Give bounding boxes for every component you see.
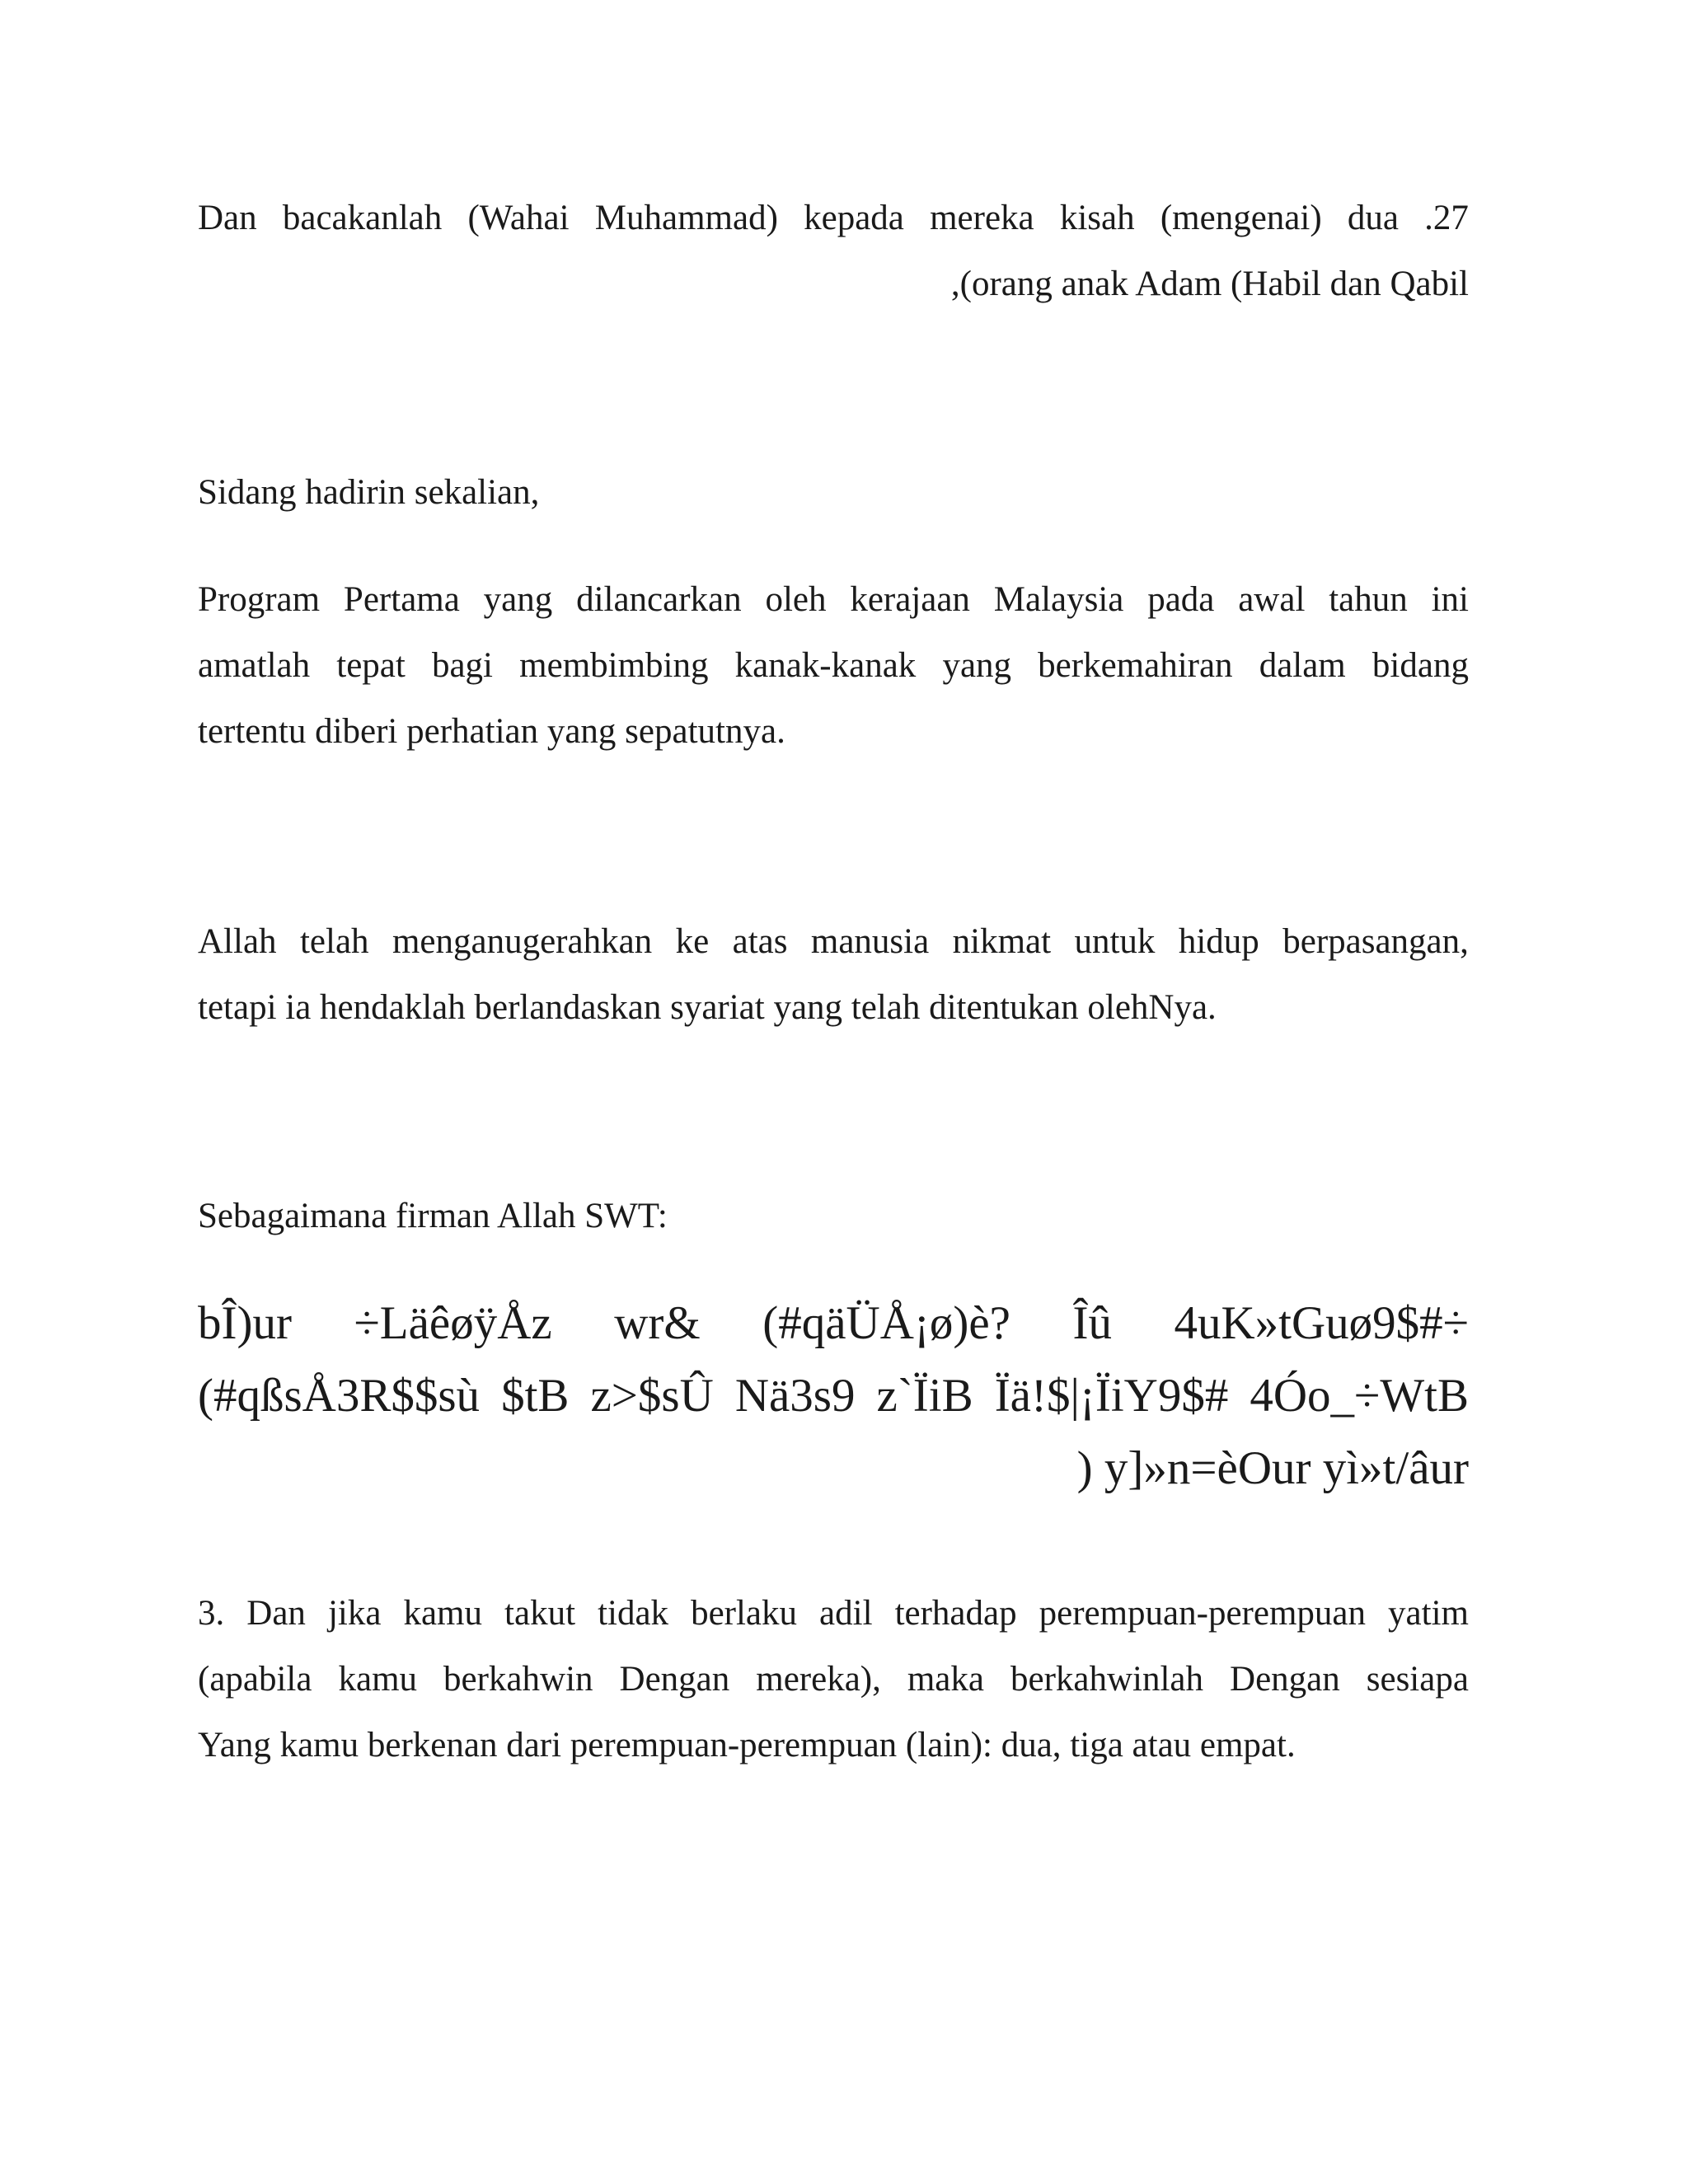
word: berkahwinlah <box>1010 1660 1204 1699</box>
word: berkahwin <box>443 1660 593 1699</box>
word: (#qßsÅ3R$$sù <box>198 1370 481 1422</box>
word: telah <box>299 922 369 961</box>
word: mereka), <box>756 1660 881 1699</box>
program-line-3: tertentu diberi perhatian yang sepatutnya. <box>198 712 785 751</box>
word: $tB <box>501 1370 570 1422</box>
word: (mengenai) <box>1160 199 1322 237</box>
word: Dan <box>198 199 257 237</box>
translation-paragraph <box>198 1581 1469 1779</box>
firman-intro-text: Sebagaimana firman Allah SWT: <box>198 1197 668 1235</box>
translation-line-1 <box>198 1581 1469 1647</box>
word: ini <box>1431 580 1469 619</box>
word: 4uK»tGuø9$#÷ <box>1174 1297 1469 1349</box>
word: sesiapa <box>1366 1660 1469 1699</box>
word: yang <box>483 580 553 619</box>
word: Allah <box>198 922 277 961</box>
word: nikmat <box>952 922 1052 961</box>
word: yatim <box>1388 1594 1469 1633</box>
word: adil <box>819 1594 873 1633</box>
greeting <box>198 460 1469 526</box>
translation-line-3: Yang kamu berkenan dari perempuan-perempuan (lain): dua, tiga atau empat. <box>198 1726 1296 1765</box>
word: terhadap <box>894 1594 1017 1633</box>
greeting-text: Sidang hadirin sekalian, <box>198 473 540 512</box>
word: jika <box>327 1594 382 1633</box>
arabic-line-2 <box>198 1360 1469 1432</box>
word: kepada <box>804 199 904 237</box>
word: atas <box>732 922 788 961</box>
word: Dengan <box>1230 1660 1340 1699</box>
word: Program <box>198 580 321 619</box>
word: dalam <box>1259 646 1346 685</box>
document-page <box>198 0 1469 2184</box>
word: (apabila <box>198 1660 312 1699</box>
intro-verse <box>198 185 1469 317</box>
word: menganugerahkan <box>392 922 653 961</box>
word: Ïä!$|¡ÏiY9$# <box>994 1370 1229 1422</box>
word: tahun <box>1329 580 1408 619</box>
word: z>$sÛ <box>590 1370 714 1422</box>
word: yang <box>942 646 1012 685</box>
word: tidak <box>598 1594 669 1633</box>
intro-verse-line-2: ,(orang anak Adam (Habil dan Qabil <box>950 265 1469 303</box>
word: Îû <box>1072 1297 1112 1349</box>
word: .27 <box>1424 199 1469 237</box>
word: dilancarkan <box>576 580 742 619</box>
word: kerajaan <box>850 580 970 619</box>
word: 3. <box>198 1594 225 1633</box>
word: perempuan-perempuan <box>1039 1594 1366 1633</box>
word: amatlah <box>198 646 311 685</box>
word: untuk <box>1074 922 1156 961</box>
word: ke <box>675 922 710 961</box>
word: ÷LäêøÿÅz <box>354 1297 552 1349</box>
allah-line-2: tetapi ia hendaklah berlandaskan syariat yang telah ditentukan olehNya. <box>198 988 1217 1027</box>
word: maka <box>907 1660 984 1699</box>
word: 4Óo_÷WtB <box>1250 1370 1469 1422</box>
arabic-verse <box>198 1287 1469 1505</box>
program-line-2 <box>198 633 1469 699</box>
word: bagi <box>431 646 494 685</box>
arabic-line-1 <box>198 1287 1469 1360</box>
word: mereka <box>930 199 1034 237</box>
word: Muhammad) <box>594 199 778 237</box>
word: tepat <box>336 646 406 685</box>
word: wr& <box>614 1297 701 1349</box>
program-line-1 <box>198 567 1469 633</box>
word: (Wahai <box>467 199 570 237</box>
program-paragraph <box>198 567 1469 765</box>
word: berpasangan, <box>1282 922 1469 961</box>
word: pada <box>1147 580 1215 619</box>
word: manusia <box>810 922 930 961</box>
translation-line-2 <box>198 1647 1469 1713</box>
word: hidup <box>1178 922 1259 961</box>
intro-verse-line-1 <box>198 185 1469 251</box>
allah-line-1 <box>198 909 1469 975</box>
word: berkemahiran <box>1038 646 1233 685</box>
word: dua <box>1347 199 1399 237</box>
word: Dan <box>246 1594 306 1633</box>
word: Pertama <box>343 580 460 619</box>
word: kamu <box>338 1660 418 1699</box>
arabic-line-3: ) y]»n=èOur yì»t/âur <box>1076 1442 1469 1494</box>
word: awal <box>1238 580 1306 619</box>
word: kamu <box>403 1594 483 1633</box>
allah-paragraph <box>198 909 1469 1041</box>
word: Malaysia <box>993 580 1124 619</box>
word: takut <box>504 1594 576 1633</box>
word: Dengan <box>619 1660 730 1699</box>
word: berlaku <box>691 1594 798 1633</box>
word: bÎ)ur <box>198 1297 292 1349</box>
word: (#qäÜÅ¡ø)è? <box>762 1297 1010 1349</box>
word: Nä3s9 <box>734 1370 856 1422</box>
word: z`ÏiB <box>876 1370 973 1422</box>
firman-intro <box>198 1183 1469 1249</box>
word: membimbing <box>519 646 709 685</box>
word: kisah <box>1059 199 1135 237</box>
word: kanak-kanak <box>734 646 917 685</box>
word: bacakanlah <box>282 199 443 237</box>
word: bidang <box>1372 646 1469 685</box>
word: oleh <box>765 580 827 619</box>
